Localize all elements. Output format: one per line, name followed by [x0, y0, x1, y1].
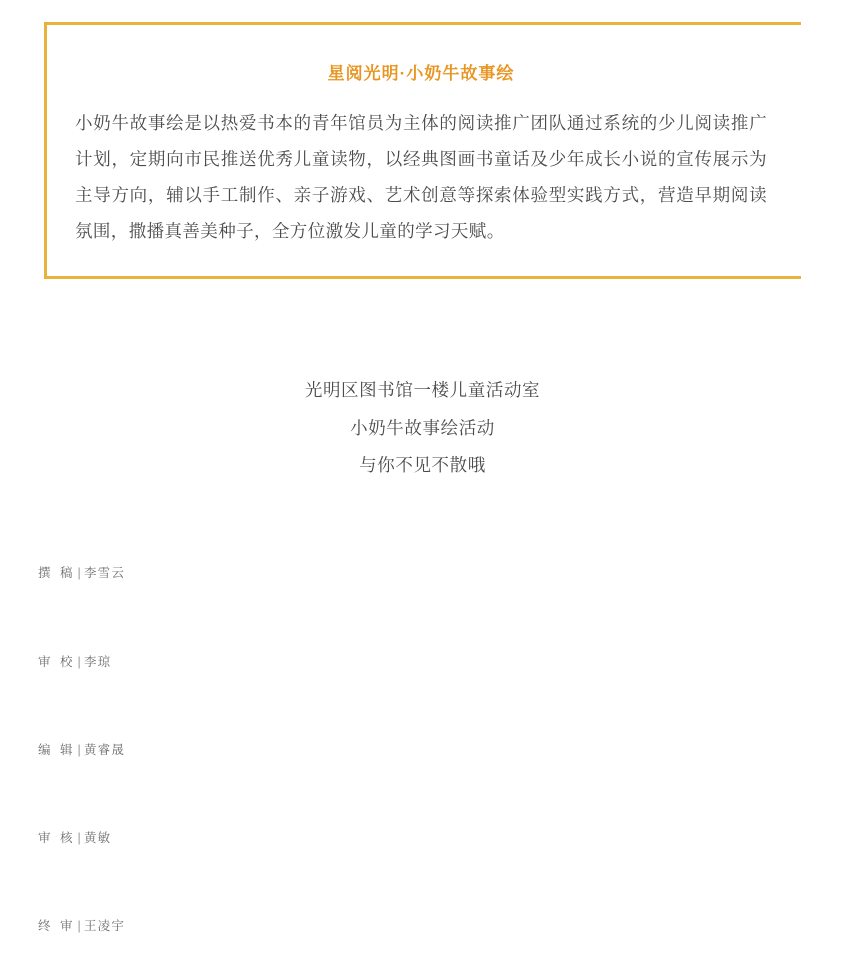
- credit-label: 审 核: [38, 830, 76, 845]
- credit-label: 撰 稿: [38, 566, 76, 581]
- credit-row: [10, 530, 410, 618]
- credit-row: [10, 706, 410, 794]
- credit-value: 李琼: [83, 654, 112, 669]
- credit-value: 黄睿晟: [83, 742, 126, 757]
- credit-separator: |: [77, 918, 82, 933]
- credit-row: [10, 794, 410, 882]
- closing-block: [0, 372, 845, 485]
- intro-card-body: 小奶牛故事绘是以热爱书本的青年馆员为主体的阅读推广团队通过系统的少儿阅读推广计划，定期向市民推送优秀儿童读物，以经典图画书童话及少年成长小说的宣传展示为主导方向，辅以手工制作、亲子游戏、艺术创意等探索体验型实践方式，营造早期阅读氛围，撒播真善美种子，全方位激发儿童的学习天赋。: [75, 113, 767, 241]
- credit-row: [10, 618, 410, 706]
- intro-card: [44, 22, 801, 279]
- credits-block: [10, 530, 410, 971]
- credit-value: 李雪云: [83, 566, 126, 581]
- credit-separator: |: [77, 654, 82, 669]
- credit-label: 审 校: [38, 654, 76, 669]
- credit-value: 王凌宇: [83, 918, 126, 933]
- intro-card-title: 星阅光明·小奶牛故事绘: [327, 64, 515, 83]
- credit-label: 终 审: [38, 918, 76, 933]
- closing-line-2: 小奶牛故事绘活动: [350, 417, 495, 438]
- credit-value: 黄敏: [83, 830, 112, 845]
- closing-line-1: 光明区图书馆一楼儿童活动室: [304, 380, 541, 400]
- credit-label: 编 辑: [38, 742, 76, 757]
- closing-line-3: 与你不见不散哦: [359, 455, 486, 476]
- credit-separator: |: [77, 566, 82, 581]
- credit-separator: |: [77, 742, 82, 757]
- credit-separator: |: [77, 830, 82, 845]
- credit-row: [10, 883, 410, 971]
